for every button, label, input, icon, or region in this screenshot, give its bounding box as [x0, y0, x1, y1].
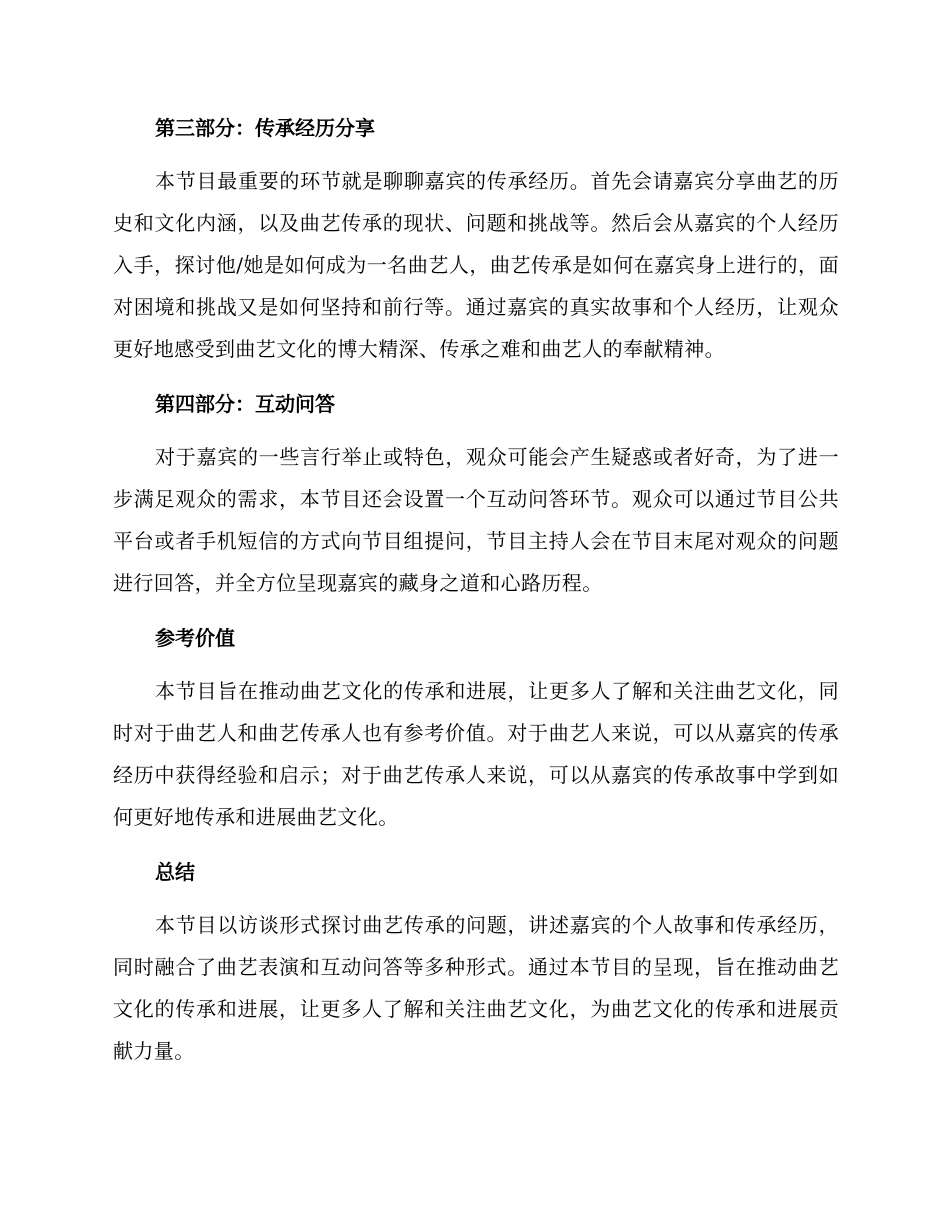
section-paragraph-inheritance-experience: 本节目最重要的环节就是聊聊嘉宾的传承经历。首先会请嘉宾分享曲艺的历史和文化内涵，以及曲艺传承的现状、问题和挑战等。然后会从嘉宾的个人经历入手，探讨他/她是如何成为一名曲艺人，曲艺传承是如何在嘉宾身上进行的，面对困境和挑战又是如何坚持和前行等。通过嘉宾的真实故事和个人经历，让观众更好地感受到曲艺文化的博大精深、传承之难和曲艺人的奉献精神。	[113, 169, 839, 361]
section-paragraph-interactive-qa: 对于嘉宾的一些言行举止或特色，观众可能会产生疑惑或者好奇，为了进一步满足观众的需求，本节目还会设置一个互动问答环节。观众可以通过节目公共平台或者手机短信的方式向节目组提问，节目主持人会在节目末尾对观众的问题进行回答，并全方位呈现嘉宾的藏身之道和心路历程。	[113, 445, 839, 595]
section-heading-interactive-qa: 第四部分：互动问答	[155, 392, 335, 416]
section-heading-summary: 总结	[155, 860, 195, 884]
section-heading-reference-value: 参考价值	[155, 626, 235, 650]
section-paragraph-reference-value: 本节目旨在推动曲艺文化的传承和进展，让更多人了解和关注曲艺文化，同时对于曲艺人和曲艺传承人也有参考价值。对于曲艺人来说，可以从嘉宾的传承经历中获得经验和启示；对于曲艺传承人来说，可以从嘉宾的传承故事中学到如何更好地传承和进展曲艺文化。	[113, 679, 839, 829]
section-paragraph-summary: 本节目以访谈形式探讨曲艺传承的问题，讲述嘉宾的个人故事和传承经历，同时融合了曲艺表演和互动问答等多种形式。通过本节目的呈现，旨在推动曲艺文化的传承和进展，让更多人了解和关注曲艺文化，为曲艺文化的传承和进展贡献力量。	[113, 913, 839, 1063]
section-heading-inheritance-experience: 第三部分：传承经历分享	[155, 116, 375, 140]
document-body	[113, 108, 839, 1072]
